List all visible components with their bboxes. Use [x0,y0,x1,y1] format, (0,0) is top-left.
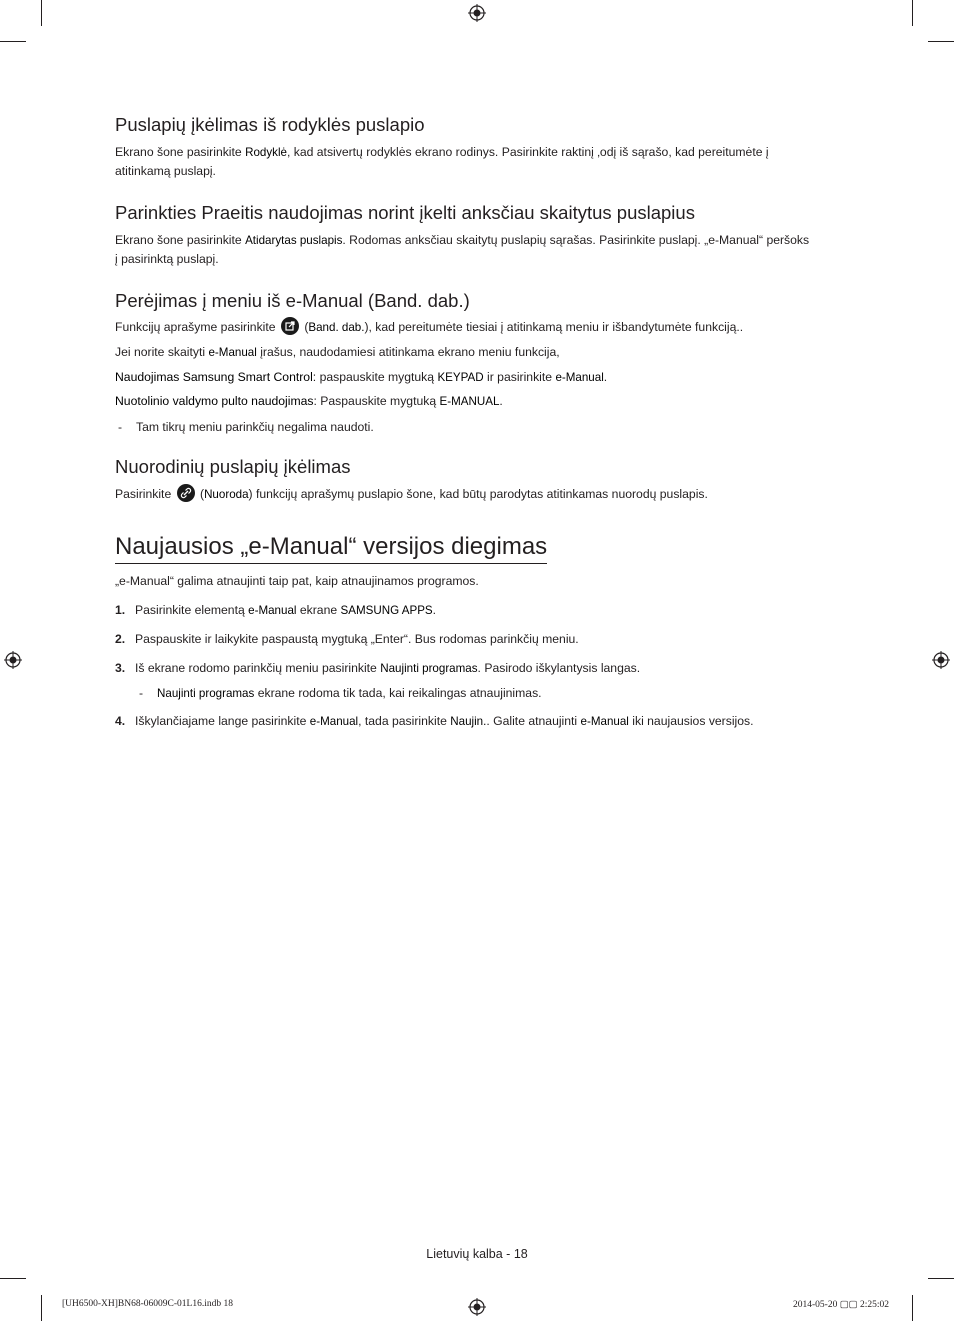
crop-mark [0,1278,26,1279]
crop-mark [928,1278,954,1279]
list-item: 1. Pasirinkite elementą e-Manual ekrane SAMSUNG APPS. [115,603,437,617]
crop-mark [928,41,954,42]
crop-mark [912,1295,913,1321]
list-item: 2. Paspauskite ir laikykite paspaustą mygtuką „Enter“. Bus rodomas parinkčių meniu. [115,632,579,646]
print-slug-date: 2014-05-20 ▢▢ 2:25:02 [793,1300,890,1310]
try-now-icon [281,317,299,335]
page-footer: Lietuvių kalba - 18 [426,1247,528,1261]
crop-mark [912,0,913,26]
section-text-read-manual: Jei norite skaityti e-Manual įrašus, naudodamiesi atitinkama ekrano meniu funkcija, [115,345,560,359]
registration-mark-icon [4,651,22,669]
crop-mark [41,1295,42,1321]
section-text-smart-control: Naudojimas Samsung Smart Control: paspauskite mygtuką KEYPAD ir pasirinkite e-Manual. [115,370,608,384]
section-text-remote: Nuotolinio valdymo pulto naudojimas: Paspauskite mygtuką E-MANUAL. [115,394,503,408]
section-text-index: Ekrano šone pasirinkite Rodyklė, kad atsivertų rodyklės ekrano rodinys. Pasirinkite raktinį ‚odį iš sąrašo, kad pereitumėte į atitinkamą puslapį. [115,145,769,178]
registration-mark-icon [468,4,486,22]
registration-mark-icon [932,651,950,669]
crop-mark [0,41,26,42]
registration-mark-icon [468,1298,486,1316]
note: - Tam tikrų meniu parinkčių negalima naudoti. [118,420,374,434]
note: - Naujinti programas ekrane rodoma tik tada, kai reikalingas atnaujinimas. [139,686,542,700]
list-item: 4. Iškylančiajame lange pasirinkite e-Manual, tada pasirinkite Naujin.. Galite atnaujinti e-Manual iki naujausios versijos. [115,714,754,728]
section-text-history: Ekrano šone pasirinkite Atidarytas puslapis. Rodomas anksčiau skaitytų puslapių sąrašas. Pasirinkite puslapį. „e-Manual“ peršoks į pasirinktą puslapį. [115,233,810,266]
section-heading-index: Puslapių įkėlimas iš rodyklės puslapio [115,114,425,135]
section-heading-link: Nuorodinių puslapių įkėlimas [115,456,351,477]
link-icon [177,484,195,502]
section-heading-try-now: Perėjimas į meniu iš e-Manual (Band. dab.) [115,290,470,311]
list-item: 3. Iš ekrane rodomo parinkčių meniu pasirinkite Naujinti programas. Pasirodo iškylantysis langas. [115,661,641,675]
page-title: Naujausios „e-Manual“ versijos diegimas [115,533,547,564]
crop-mark [41,0,42,26]
section-text-link: Pasirinkite (Nuoroda) funkcijų aprašymų puslapio šone, kad būtų parodytas atitinkamas nuorodų puslapis. [115,484,855,504]
section-text-try-now: Funkcijų aprašyme pasirinkite (Band. dab.), kad pereitumėte tiesiai į atitinkamą meniu ir išbandytumėte funkciją.. [115,317,855,337]
section-heading-history: Parinkties Praeitis naudojimas norint įkelti anksčiau skaitytus puslapius [115,202,695,223]
intro-text: „e-Manual“ galima atnaujinti taip pat, kaip atnaujinamos programos. [115,574,479,588]
print-slug-file: [UH6500-XH]BN68-06009C-01L16.indb 18 [62,1299,233,1309]
